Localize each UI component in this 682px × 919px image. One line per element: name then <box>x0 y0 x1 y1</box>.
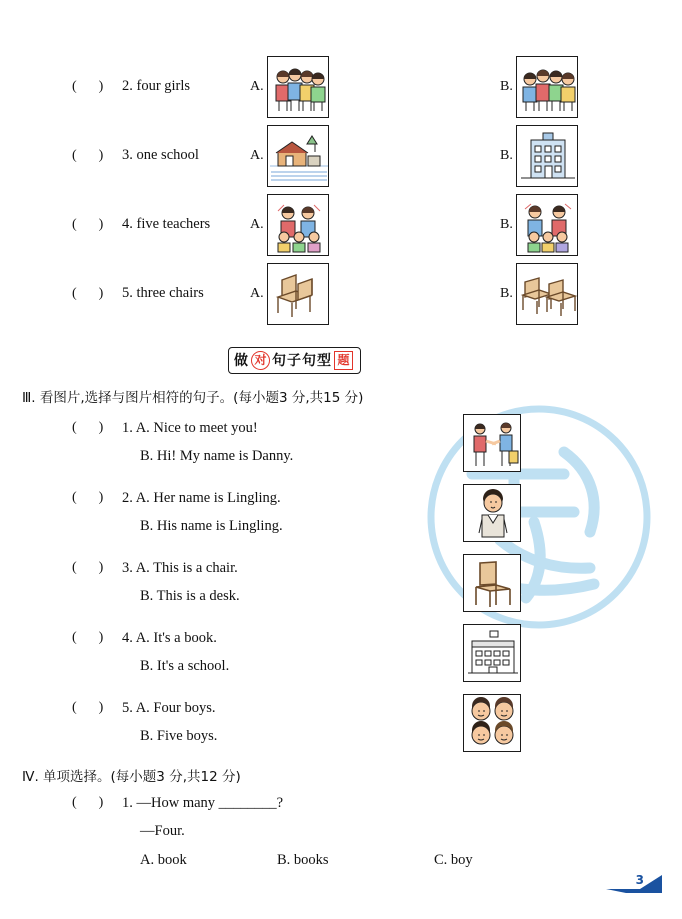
option-b[interactable] <box>500 194 578 256</box>
question-text: 4. five teachers <box>122 216 211 232</box>
picture-four-girls-b <box>516 56 578 118</box>
picture-two-chairs <box>516 263 578 325</box>
picture-school-house <box>267 125 329 187</box>
picture-two-people-greeting <box>463 414 521 472</box>
page-footer <box>606 873 666 907</box>
picture-teachers-a <box>267 194 329 256</box>
list-item <box>0 490 682 560</box>
left-paren: ( <box>72 216 77 232</box>
left-paren: ( <box>72 795 77 810</box>
option-a-letter: A. <box>250 78 264 94</box>
left-paren: ( <box>72 560 77 575</box>
question-text: 2. four girls <box>122 78 191 94</box>
choice-b-line: B. His name is Lingling. <box>140 518 283 534</box>
right-paren: ) <box>98 216 104 232</box>
answer-bracket[interactable] <box>72 630 103 646</box>
pic-row-5 <box>0 259 682 328</box>
pic-row-2 <box>0 52 682 121</box>
choice-a[interactable]: A. book <box>140 852 187 868</box>
answer-bracket[interactable] <box>72 420 103 436</box>
page-number: 3 <box>635 873 644 887</box>
left-paren: ( <box>72 78 77 94</box>
choice-a-line: 2. A. Her name is Lingling. <box>122 490 281 506</box>
choice-a-line: 1. A. Nice to meet you! <box>122 420 258 436</box>
choice-b-line: B. This is a desk. <box>140 588 240 604</box>
choice-c[interactable]: C. boy <box>434 852 473 868</box>
option-b-letter: B. <box>500 285 513 301</box>
choice-b[interactable]: B. books <box>277 852 329 868</box>
answer-bracket[interactable] <box>72 286 120 302</box>
pic-row-3 <box>0 121 682 190</box>
right-paren: ) <box>98 560 104 575</box>
picture-matching-rows <box>0 52 682 328</box>
banner-word-1: 做 <box>234 353 249 369</box>
right-paren: ) <box>98 490 104 505</box>
question-text: 5. three chairs <box>122 285 204 301</box>
left-paren: ( <box>72 420 77 435</box>
right-paren: ) <box>98 630 104 645</box>
choice-b-line: B. It's a school. <box>140 658 230 674</box>
choice-a-line: 5. A. Four boys. <box>122 700 216 716</box>
picture-school-building-window <box>463 624 521 682</box>
question-line: 1. —How many ________? <box>122 795 284 811</box>
section-banner <box>228 345 408 375</box>
left-paren: ( <box>72 700 77 715</box>
left-paren: ( <box>72 490 77 505</box>
banner-boxed-char: 题 <box>334 351 353 370</box>
picture-four-boys-faces <box>463 694 521 752</box>
left-paren: ( <box>72 630 77 645</box>
left-paren: ( <box>72 285 77 301</box>
banner-word-2: 句子句型 <box>272 353 332 369</box>
answer-bracket[interactable] <box>72 795 103 811</box>
picture-four-girls-a <box>267 56 329 118</box>
answer-bracket[interactable] <box>72 560 103 576</box>
option-a[interactable] <box>250 194 329 256</box>
list-item <box>0 630 682 700</box>
picture-single-chair <box>463 554 521 612</box>
option-a[interactable] <box>250 263 329 325</box>
right-paren: ) <box>98 420 104 435</box>
picture-school-building <box>516 125 578 187</box>
option-b-letter: B. <box>500 147 513 163</box>
picture-three-chairs <box>267 263 329 325</box>
choice-b-line: B. Five boys. <box>140 728 218 744</box>
choice-b-line: B. Hi! My name is Danny. <box>140 448 294 464</box>
left-paren: ( <box>72 147 77 163</box>
list-item <box>0 560 682 630</box>
answer-bracket[interactable] <box>72 217 120 233</box>
option-b-letter: B. <box>500 78 513 94</box>
option-a-letter: A. <box>250 216 264 232</box>
list-item <box>0 700 682 770</box>
banner-circled-char: 对 <box>251 351 270 370</box>
question-text: 3. one school <box>122 147 199 163</box>
option-b[interactable] <box>500 263 578 325</box>
choice-a-line: 4. A. It's a book. <box>122 630 217 646</box>
section-3-heading: Ⅲ. 看图片,选择与图片相符的句子。(每小题3 分,共15 分) <box>22 390 364 406</box>
answer-bracket[interactable] <box>72 490 103 506</box>
option-a[interactable] <box>250 56 329 118</box>
option-b[interactable] <box>500 125 578 187</box>
right-paren: ) <box>98 78 104 94</box>
right-paren: ) <box>98 285 104 301</box>
option-a-letter: A. <box>250 147 264 163</box>
option-b-letter: B. <box>500 216 513 232</box>
right-paren: ) <box>98 147 104 163</box>
pic-row-4 <box>0 190 682 259</box>
section-3-items <box>0 420 682 770</box>
answer-bracket[interactable] <box>72 79 120 95</box>
answer-line: —Four. <box>140 823 185 839</box>
choice-a-line: 3. A. This is a chair. <box>122 560 238 576</box>
answer-bracket[interactable] <box>72 700 103 716</box>
banner-box <box>228 347 361 374</box>
option-b[interactable] <box>500 56 578 118</box>
section-4-heading: Ⅳ. 单项选择。(每小题3 分,共12 分) <box>22 769 241 785</box>
option-a-letter: A. <box>250 285 264 301</box>
answer-bracket[interactable] <box>72 148 120 164</box>
option-a[interactable] <box>250 125 329 187</box>
right-paren: ) <box>98 700 104 715</box>
picture-girl-portrait <box>463 484 521 542</box>
list-item <box>0 420 682 490</box>
picture-teachers-b <box>516 194 578 256</box>
right-paren: ) <box>98 795 104 810</box>
